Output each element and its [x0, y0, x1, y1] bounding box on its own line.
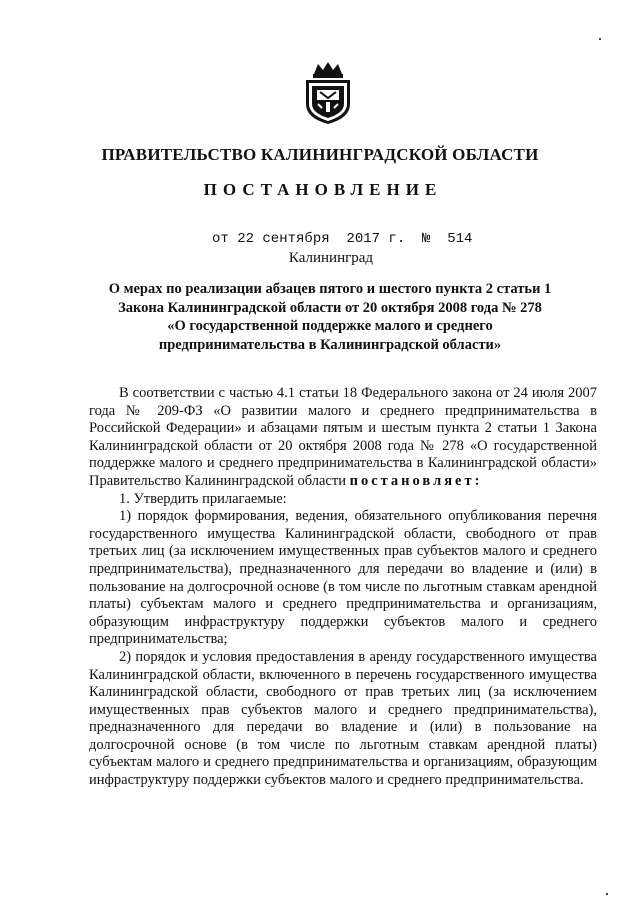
coat-of-arms-icon — [300, 60, 356, 126]
clause-paragraph: 1) порядок формирования, ведения, обязательного опубликования перечня государственного имущества Калининградской области, свободного от прав третьих лиц (за исключением имущественных прав субъектов малого и среднего предпринимательства), предназначенного для передачи во владение и (или) в пользование на долгосрочной основе (в том числе по льготным ставкам арендной платы) субъектам малого и среднего предпринимательства и организациям, образующим инфраструктуру поддержки субъектов малого и среднего предпринимательства; — [89, 508, 597, 648]
document-type: ПОСТАНОВЛЕНИЕ — [203, 180, 443, 199]
decree-keyword: постановляет: — [349, 472, 483, 489]
document-title — [92, 280, 568, 354]
scan-speck — [599, 38, 601, 40]
preamble-text: В соответствии с частью 4.1 статьи 18 Федерального закона от 24 июля 2007 года № 209-ФЗ «О развитии малого и среднего предпринимательства в Российской Федерации» и абзацами пятым и шестым пункта 2 статьи 1 Закона Калининградской области от 20 октября 2008 года № 278 «О государственной поддержке малого и среднего предпринимательства в Калининградской области» Правительство Калининградской области — [89, 385, 597, 489]
clause-paragraph: 1. Утвердить прилагаемые: — [119, 490, 287, 507]
clause-paragraph: 2) порядок и условия предоставления в аренду государственного имущества Калининградской области, включенного в перечень государственного имущества Калининградской области, свободного от прав третьих лиц (за исключением имущественных прав субъектов малого и среднего предпринимательства), предназначенного для передачи во владение и (или) в пользование на долгосрочной основе (в том числе по льготным ставкам арендной платы) субъектам малого и среднего предпринимательства и организациям, образующим инфраструктуру поддержки субъектов малого и среднего предпринимательства. — [89, 648, 597, 789]
title-line: предпринимательства в Калининградской области» — [158, 336, 502, 353]
organization-name: ПРАВИТЕЛЬСТВО КАЛИНИНГРАДСКОЙ ОБЛАСТИ — [101, 145, 539, 164]
title-line: О мерах по реализации абзацев пятого и шестого пункта 2 статьи 1 — [108, 281, 552, 297]
preamble-paragraph — [89, 385, 597, 491]
city: Калининград — [288, 250, 374, 266]
title-line: Закона Калининградской области от 20 октября 2008 года № 278 — [118, 299, 542, 316]
scan-speck — [606, 893, 608, 895]
date-number-line: от 22 сентября 2017 г. № 514 — [212, 231, 473, 247]
document-body — [89, 385, 597, 790]
title-line: «О государственной поддержке малого и среднего — [167, 318, 493, 334]
